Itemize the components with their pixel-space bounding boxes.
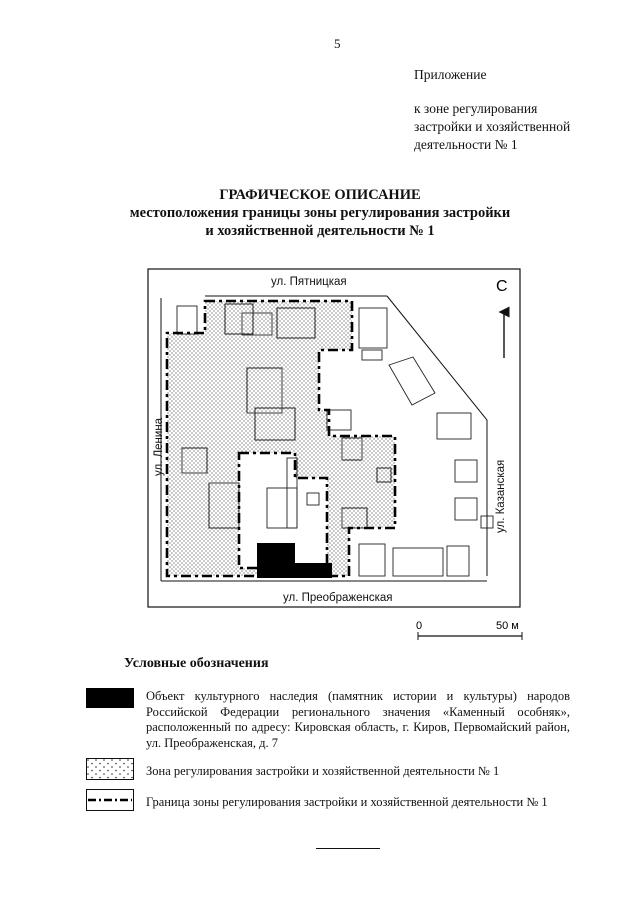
footer-divider xyxy=(316,848,380,849)
legend-text-boundary: Граница зоны регулирования застройки и хозяйственной деятельности № 1 xyxy=(146,795,548,809)
street-label-west: ул. Ленина xyxy=(153,417,165,476)
legend-title: Условные обозначения xyxy=(124,656,269,671)
appendix-block xyxy=(414,66,570,154)
scale-end-label: 50 м xyxy=(496,620,519,632)
appendix-line-4: деятельности № 1 xyxy=(414,137,518,152)
title-line-2: местоположения границы зоны регулирования застройки xyxy=(129,205,511,221)
legend-symbol-zone xyxy=(86,758,134,780)
street-label-east: ул. Казанская xyxy=(495,459,507,533)
appendix-line-3: застройки и хозяйственной xyxy=(414,119,571,134)
street-label-south: ул. Преображенская xyxy=(283,592,393,604)
legend-text-heritage: Объект культурного наследия (памятник истории и культуры) народов Российской Федерации регионального значения «Каменный особняк», расположенный по адресу: Кировская область, г. Киров, Первомайский район, ул. Преображенская, д. 7 xyxy=(146,689,570,750)
title-line-3: и хозяйственной деятельности № 1 xyxy=(205,223,435,239)
scale-start-label: 0 xyxy=(416,620,423,632)
north-arrow-label: С xyxy=(496,278,508,295)
appendix-line-2: к зоне регулирования xyxy=(414,101,538,116)
title-line-1: ГРАФИЧЕСКОЕ ОПИСАНИЕ xyxy=(219,187,421,203)
legend-symbol-heritage xyxy=(86,688,134,708)
appendix-line-1: Приложение xyxy=(414,67,487,82)
legend-text-zone: Зона регулирования застройки и хозяйственной деятельности № 1 xyxy=(146,764,500,778)
page-number: 5 xyxy=(334,36,341,51)
scale-bar xyxy=(410,618,530,648)
legend-symbol-boundary xyxy=(86,789,134,811)
site-map xyxy=(147,268,523,611)
document-title xyxy=(0,186,640,240)
street-label-north: ул. Пятницкая xyxy=(271,276,347,288)
